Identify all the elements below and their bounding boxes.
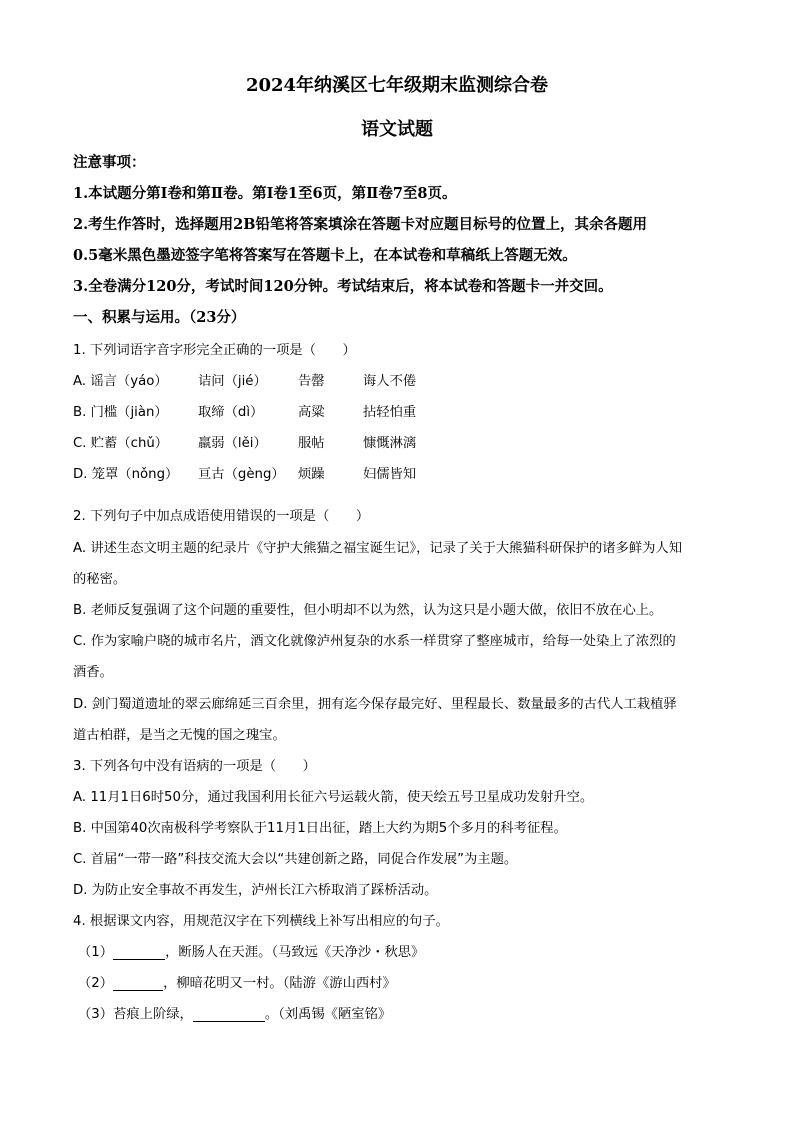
notice-heading: 注意事项： [73,154,146,171]
question-4-stem: 4. 根据课文内容，用规范汉字在下列横线上补写出相应的句子。 [73,914,449,929]
question-3-line: B. 中国第40次南极科学考察队于11月1日出征，踏上大约为期5个多月的科考征程。 [73,821,567,836]
notice-item: 1.本试题分第Ⅰ卷和第Ⅱ卷。第Ⅰ卷1至6页，第Ⅱ卷7至8页。 [73,185,457,202]
answer-blank[interactable] [113,976,163,991]
question-3-line: C. 首届“一带一路”科技交流大会以“共建创新之路，同促合作发展”为主题。 [73,852,518,867]
notice-item: 3.全卷满分120分，考试时间120分钟。考试结束后，将本试卷和答题卡一并交回。 [73,278,613,295]
item-number: （2） [78,976,114,991]
question-2-line: D. 剑门蜀道遗址的翠云廊绵延三百余里，拥有迄今保存最完好、里程最长、数量最多的古代人工栽植驿 [73,697,677,712]
question-2-line: 的秘密。 [73,572,127,587]
question-4-item [78,1003,391,1022]
question-2-line: C. 作为家喻户晓的城市名片，酒文化就像泸州复杂的水系一样贯穿了整座城市，给每一处染上了浓烈的 [73,634,676,649]
question-2-line: B. 老师反复强调了这个问题的重要性，但小明却不以为然，认为这只是小题大做，依旧不放在心上。 [73,603,663,618]
question-4-item [78,941,424,960]
question-1-option-b [73,401,416,420]
option-word: 诘问（jié） [198,374,267,389]
option-word: 取缔（dì） [198,405,264,420]
option-word: 羸弱（lěi） [198,436,267,451]
item-text: 。（刘禹锡《陋室铭》 [264,1007,392,1022]
page-title: 2024年纳溪区七年级期末监测综合卷 [245,75,549,96]
question-3-line: A. 11月1日6时50分，通过我国利用长征六号运载火箭，使天绘五号卫星成功发射升空。 [73,790,594,805]
option-word: 慷慨淋漓 [363,436,417,451]
item-number: （3） [78,1007,114,1022]
option-word: B. 门槛（jiàn） [73,405,168,420]
option-word: 拈轻怕重 [363,405,417,420]
option-word: 诲人不倦 [363,374,417,389]
item-number: （1） [78,945,114,960]
item-text: 苔痕上阶绿， [113,1007,193,1022]
item-text: ，断肠人在天涯。（马致远《天净沙・秋思》 [165,945,425,960]
question-2-line: 酒香。 [73,665,113,680]
option-word: 亘古（gèng） [198,467,285,482]
option-word: 高粱 [298,405,325,420]
question-1-option-a [73,370,416,389]
option-word: D. 笼罩（nǒng） [73,467,179,482]
answer-blank[interactable] [193,1007,265,1022]
question-2-line: 道古柏群，是当之无愧的国之瑰宝。 [73,728,286,743]
question-2-stem: 2. 下列句子中加点成语使用错误的一项是（ ） [73,509,370,524]
item-text: ，柳暗花明又一村。（陆游《游山西村》 [163,976,396,991]
notice-item: 2.考生作答时，选择题用2B铅笔将答案填涂在答题卡对应题目标号的位置上，其余各题用 [73,216,647,233]
question-3-stem: 3. 下列各句中没有语病的一项是（ ） [73,759,316,774]
question-3-line: D. 为防止安全事故不再发生，泸州长江六桥取消了踩桥活动。 [73,883,438,898]
option-word: 服帖 [298,436,325,451]
option-word: 告罄 [298,374,325,389]
question-1-option-c [73,432,416,451]
option-word: A. 谣言（yáo） [73,374,168,389]
section-heading: 一、积累与运用。（23分） [73,309,246,326]
notice-item: 0.5毫米黑色墨迹签字笔将答案写在答题卡上，在本试卷和草稿纸上答题无效。 [73,247,577,264]
option-word: C. 贮蓄（chǔ） [73,436,169,451]
question-4-item [78,972,396,991]
option-word: 妇儒皆知 [363,467,417,482]
question-1-option-d [73,463,416,482]
question-1-stem: 1. 下列词语字音字形完全正确的一项是（ ） [73,343,356,358]
option-word: 烦躁 [298,467,325,482]
page-subtitle: 语文试题 [361,119,433,140]
answer-blank[interactable] [113,945,165,960]
question-2-line: A. 讲述生态文明主题的纪录片《守护大熊猫之福宝诞生记》，记录了关于大熊猫科研保护的诸多鲜为人知 [73,541,683,556]
